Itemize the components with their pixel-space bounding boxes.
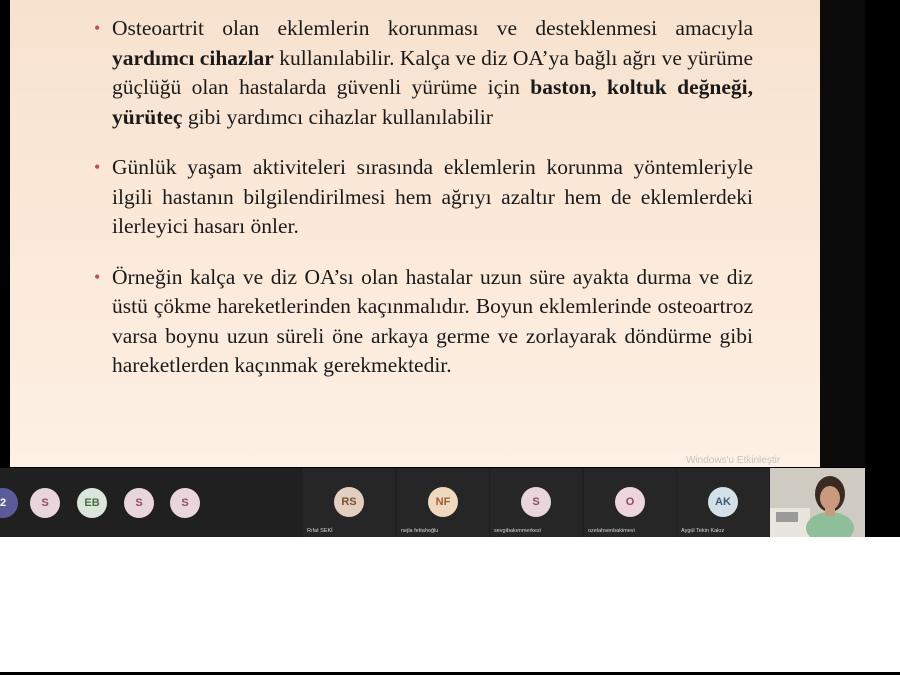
bullet-text: Örneğin kalça ve diz OA’sı olan hastalar uzun süre ayakta durma ve diz üstü çökme hareketlerinden kaçınmalıdır. Boyun eklemlerinde osteoartroz varsa boynu uzun süreli öne arkaya germe ve zorlayarak döndürme gibi hareketlerden kaçınmak gerekmektedir. <box>112 264 753 377</box>
bullet-bold-text: baston, koltuk değneği, yürüteç <box>112 75 753 129</box>
bullet-marker: • <box>94 266 101 287</box>
participant-tile[interactable] <box>584 468 676 537</box>
screen-edge <box>820 0 865 467</box>
slide-bullet <box>88 263 753 381</box>
participant-avatar: O <box>615 487 645 517</box>
participant-avatar[interactable]: S <box>30 488 60 518</box>
participant-avatar: S <box>521 487 551 517</box>
participant-avatar[interactable]: S <box>170 488 200 518</box>
participant-avatar[interactable]: 2 <box>0 488 18 518</box>
slide-bullet-list <box>88 14 753 402</box>
participant-tile[interactable] <box>397 468 489 537</box>
participant-tile[interactable] <box>303 468 395 537</box>
participant-avatar: RS <box>334 487 364 517</box>
participant-name: Aygül Tekin Kakız <box>681 528 725 534</box>
participant-avatar[interactable]: EB <box>77 488 107 518</box>
camera-video-tile[interactable] <box>770 468 865 537</box>
bullet-text: gibi yardımcı cihazlar kullanılabilir <box>182 104 493 129</box>
participant-name: sevgibakımmerkezi <box>494 528 542 534</box>
participant-tile[interactable] <box>490 468 582 537</box>
participant-name: nejla fettahoğlu <box>401 528 439 534</box>
bullet-text: Günlük yaşam aktiviteleri sırasında eklemlerin korunma yöntemleriyle ilgili hastanın bilgilendirilmesi hem ağrıyı azaltır hem de eklemlerdeki ilerleyici hasarı önler. <box>112 155 753 238</box>
slide-bullet <box>88 14 753 132</box>
bullet-marker: • <box>94 157 101 177</box>
participant-tile[interactable] <box>677 468 769 537</box>
bullet-text: kullanılabilir. Kalça ve diz OA’ya bağlı ağrı ve yürüme güçlüğü olan hastalarda güvenli yürüme için <box>112 45 753 99</box>
presenter-video-icon <box>770 468 865 537</box>
participant-name: Rıfat SEKİ <box>307 528 333 534</box>
presentation-slide <box>10 0 820 467</box>
bullet-text: Osteoartrit olan eklemlerin korunması ve desteklenmesi amacıyla <box>112 16 753 40</box>
bullet-bold-text: yardımcı cihazlar <box>112 45 274 70</box>
participant-avatar: NF <box>428 487 458 517</box>
participant-avatar: AK <box>708 487 738 517</box>
bullet-marker: • <box>94 18 101 38</box>
participant-strip <box>0 468 865 537</box>
slide-bullet <box>88 153 753 242</box>
activation-watermark-title: Windows'u Etkinleştir <box>686 455 781 466</box>
participant-name: ozelahsenbakimevi <box>588 528 635 534</box>
participant-avatar[interactable]: S <box>124 488 154 518</box>
